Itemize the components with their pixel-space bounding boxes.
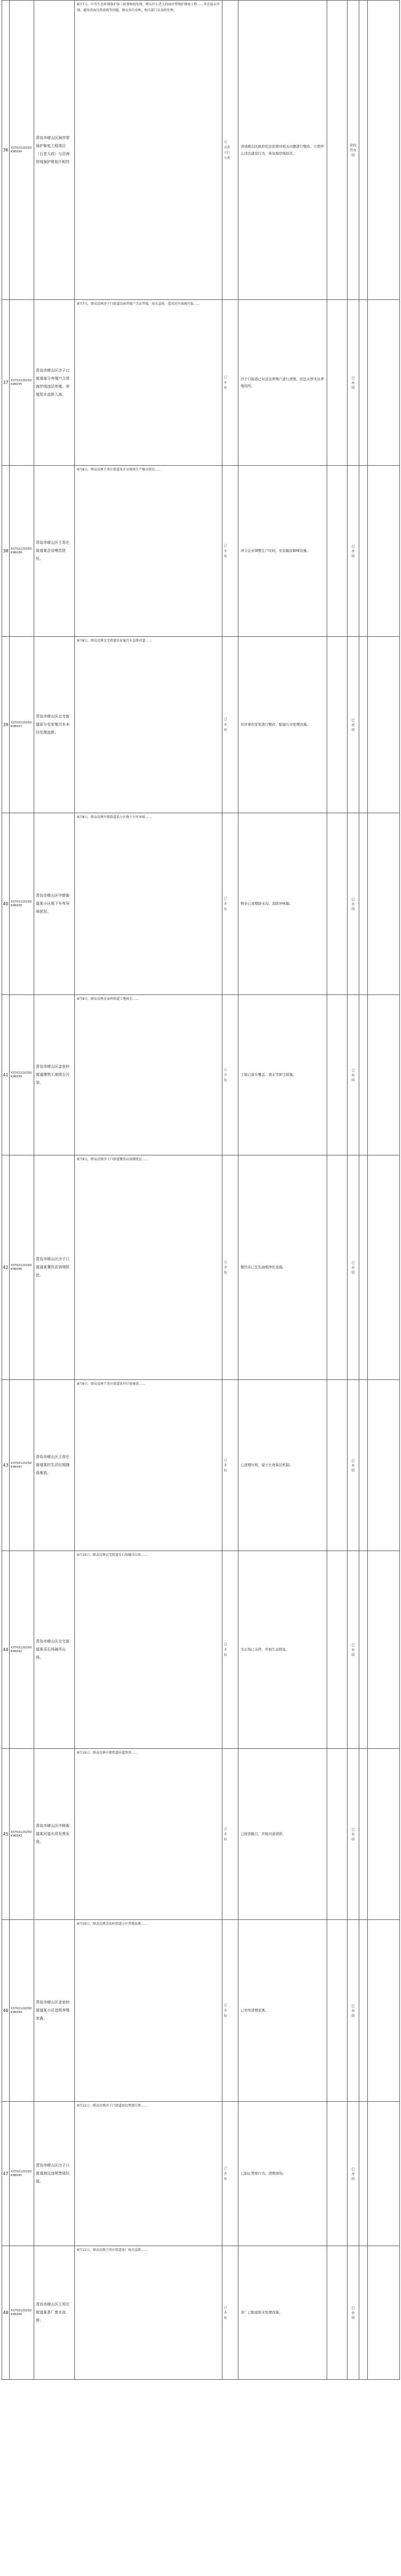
table-row <box>2 1551 400 1749</box>
row-opinion: 已劝导清理家禽。 <box>238 1920 327 2102</box>
table-row <box>2 2102 400 2246</box>
row-seq: 38 <box>2 466 10 637</box>
row-blank <box>368 813 400 995</box>
row-blank <box>368 1 400 300</box>
row-status: 已 办 结 <box>348 813 359 995</box>
row-measures: 已 办 结 <box>222 1155 238 1380</box>
row-name: 青岛市崂山区沙子口街道部分养殖户占用海岸线违法养殖，养殖尾水直排入海。 <box>34 300 75 466</box>
row-dept <box>359 1 368 300</box>
row-seq: 41 <box>2 995 10 1155</box>
row-status: 阶段 性办 结 <box>348 1 359 300</box>
table-row <box>2 1749 400 1920</box>
row-dept <box>359 1380 368 1551</box>
row-situation: 8月9日，群众反映王哥庄街道某村垃圾堆放…… <box>75 1380 222 1551</box>
row-name: 青岛市崂山区王哥庄街道某村生活垃圾随意堆放。 <box>34 1380 75 1551</box>
row-dept <box>359 637 368 813</box>
row-code: X370212025DK96036 <box>10 466 34 637</box>
row-plan <box>327 1155 348 1380</box>
row-measures: 已 办 结 <box>222 1551 238 1749</box>
row-status: 已 办 结 <box>348 1749 359 1920</box>
row-blank <box>368 1551 400 1749</box>
row-code: X370212025DK96042 <box>10 1551 34 1749</box>
row-code: X370212025DK96041 <box>10 1380 34 1551</box>
row-opinion: 沙子口街道已对违法养殖户进行清理，依法关停无证养殖场所。 <box>238 300 327 466</box>
table-row <box>2 995 400 1155</box>
row-name: 青岛市崂山区沙子口街道某餐饮店油烟扰民。 <box>34 1155 75 1380</box>
row-name: 青岛市崂山区金家岭街道建筑工地扬尘污染。 <box>34 995 75 1155</box>
row-blank <box>368 637 400 813</box>
row-name: 青岛市崂山区北宅街道部分农家宴污水未经处理直排。 <box>34 637 75 813</box>
row-seq: 37 <box>2 300 10 466</box>
row-plan <box>327 1551 348 1749</box>
row-blank <box>368 1380 400 1551</box>
row-opinion: 采石场已关停，开展生态修复。 <box>238 1551 327 1749</box>
row-measures: 已 办 结 <box>222 2102 238 2246</box>
row-dept <box>359 2246 368 2380</box>
row-status: 已 办 结 <box>348 2102 359 2246</box>
row-dept <box>359 2102 368 2246</box>
row-plan <box>327 300 348 466</box>
row-situation: 8月9日，群众反映金家岭街道工地扬尘…… <box>75 995 222 1155</box>
row-situation: 8月10日，群众反映金家岭街道小区养殖家禽…… <box>75 1920 222 2102</box>
row-plan <box>327 2246 348 2380</box>
row-seq: 44 <box>2 1551 10 1749</box>
row-opinion: 工地已落实覆盖、洒水等抑尘措施。 <box>238 995 327 1155</box>
row-plan <box>327 1749 348 1920</box>
row-plan <box>327 637 348 813</box>
row-opinion: 已制止焚烧行为，清理现场。 <box>238 2102 327 2246</box>
row-name: 青岛市崂山区王哥庄街道某企业噪音扰民。 <box>34 466 75 637</box>
row-status: 已 办 结 <box>348 637 359 813</box>
row-dept <box>359 1155 368 1380</box>
row-name: 青岛市崂山区王哥庄街道某茶厂废水直排。 <box>34 2246 75 2380</box>
row-name: 青岛市崂山区海岸带保护修复工程项目（石老人段）与沿海岸线保护规划不相符 <box>34 1 75 300</box>
row-plan <box>327 813 348 995</box>
row-opinion: 责令企业调整生产时间，安装隔音降噪设施。 <box>238 466 327 637</box>
row-blank <box>368 1749 400 1920</box>
row-measures: 已 办 结 <box>222 637 238 813</box>
table-row <box>2 1155 400 1380</box>
row-dept <box>359 995 368 1155</box>
row-code: X370212025DK96046 <box>10 2246 34 2380</box>
row-measures: 已 办 结 <box>222 2246 238 2380</box>
row-seq: 39 <box>2 637 10 813</box>
row-name: 青岛市崂山区中韩街道某河道水质发黑发臭。 <box>34 1749 75 1920</box>
row-dept <box>359 1749 368 1920</box>
row-name: 青岛市崂山区金家岭街道某小区违规养殖家禽。 <box>34 1920 75 2102</box>
petition-table <box>2 0 400 2380</box>
row-opinion: 餐饮店已安装油烟净化设施。 <box>238 1155 327 1380</box>
row-measures: 已 完成 立行 立改 <box>222 1 238 300</box>
row-blank <box>368 1920 400 2102</box>
row-status: 已 办 结 <box>348 1551 359 1749</box>
row-plan <box>327 1 348 300</box>
row-dept <box>359 300 368 466</box>
row-situation: 8月10日，群众反映中韩街道河道黑臭…… <box>75 1749 222 1920</box>
row-dept <box>359 813 368 995</box>
row-code: X370212025DK96039 <box>10 995 34 1155</box>
row-plan <box>327 995 348 1155</box>
row-name: 青岛市崂山区沙子口街道海边违规焚烧垃圾。 <box>34 2102 75 2246</box>
row-name: 青岛市崂山区北宅街道某采石场破坏山体。 <box>34 1551 75 1749</box>
row-opinion: 茶厂已配建废水处理设施。 <box>238 2246 327 2380</box>
row-code: X370212025DK96044 <box>10 1920 34 2102</box>
row-code: X370212025DK96040 <box>10 1155 34 1380</box>
row-status: 已 办 结 <box>348 300 359 466</box>
row-status: 已 办 结 <box>348 1920 359 2102</box>
row-blank <box>368 2246 400 2380</box>
table-row <box>2 300 400 466</box>
row-blank <box>368 466 400 637</box>
row-code: X370212025DK96038 <box>10 813 34 995</box>
row-situation: 8月11日，群众反映沙子口街道海边焚烧垃圾…… <box>75 2102 222 2246</box>
row-measures: 已 办 结 <box>222 995 238 1155</box>
row-plan <box>327 1380 348 1551</box>
row-opinion: 物业已清理排水沟，消除异味源。 <box>238 813 327 995</box>
row-measures: 已 办 结 <box>222 1380 238 1551</box>
table-row <box>2 637 400 813</box>
row-dept <box>359 1920 368 2102</box>
row-measures: 已 办 结 <box>222 466 238 637</box>
table-row <box>2 1920 400 2102</box>
row-dept <box>359 466 368 637</box>
row-plan <box>327 466 348 637</box>
row-seq: 46 <box>2 1920 10 2102</box>
row-seq: 47 <box>2 2102 10 2246</box>
row-measures: 已 办 结 <box>222 1749 238 1920</box>
row-seq: 45 <box>2 1749 10 1920</box>
table-row <box>2 1 400 300</box>
row-seq: 42 <box>2 1155 10 1380</box>
row-seq: 36 <box>2 1 10 300</box>
row-situation: 8月9日，群众反映沙子口街道餐饮店油烟扰民…… <box>75 1155 222 1380</box>
row-measures: 已 办 结 <box>222 813 238 995</box>
table-body <box>2 1 400 2380</box>
row-seq: 43 <box>2 1380 10 1551</box>
row-seq: 40 <box>2 813 10 995</box>
row-code: X370212025DK96045 <box>10 2102 34 2246</box>
row-name: 青岛市崂山区中韩街道某小区地下车库异味扰民。 <box>34 813 75 995</box>
row-code: X370212025DK96035 <box>10 300 34 466</box>
row-opinion: 已清理垃圾，建立长效保洁机制。 <box>238 1380 327 1551</box>
row-dept <box>359 1551 368 1749</box>
row-blank <box>368 995 400 1155</box>
row-opinion: 责成崂山区政府依法依规对相关问题进行整改，立即停止违法建设行为，恢复海岸线原状。 <box>238 1 327 300</box>
table-row <box>2 1380 400 1551</box>
row-status: 已 办 结 <box>348 995 359 1155</box>
row-blank <box>368 1155 400 1380</box>
row-status: 已 办 结 <box>348 1155 359 1380</box>
table-row <box>2 2246 400 2380</box>
row-situation: 8月8日，群众反映王哥庄街道某企业夜间生产噪音扰民…… <box>75 466 222 637</box>
row-situation: 8月7日，群众反映沙子口街道沿海养殖户无证养殖，尾水直排，造成近岸海域污染…… <box>75 300 222 466</box>
row-opinion: 对涉事农家宴进行整改，配建污水处理设施。 <box>238 637 327 813</box>
row-opinion: 已排查截污，开展河道清淤。 <box>238 1749 327 1920</box>
row-code: X370212025DK96043 <box>10 1749 34 1920</box>
table-row <box>2 466 400 637</box>
row-situation: 8月7日，中央生态环境保护第三轮督察组发现，崂山区石老人段海岸带保护修复工程……存在侵占岸线、破坏滨海自然景观等问题。群众多次反映，相关部门未及时处理。 <box>75 1 222 300</box>
row-status: 已 办 结 <box>348 466 359 637</box>
row-measures: 已 办 结 <box>222 300 238 466</box>
row-status: 已 办 结 <box>348 1380 359 1551</box>
row-situation: 8月11日，群众反映王哥庄街道茶厂废水直排…… <box>75 2246 222 2380</box>
row-situation: 8月8日，群众反映北宅街道农家宴污水直排河道…… <box>75 637 222 813</box>
row-code: X370212025DK96037 <box>10 637 34 813</box>
row-seq: 48 <box>2 2246 10 2380</box>
row-situation: 8月8日，群众反映中韩街道某小区地下车库异味…… <box>75 813 222 995</box>
table-row <box>2 813 400 995</box>
row-plan <box>327 1920 348 2102</box>
row-code: X370212025DK96034 <box>10 1 34 300</box>
row-plan <box>327 2102 348 2246</box>
row-status: 已 办 结 <box>348 2246 359 2380</box>
row-blank <box>368 2102 400 2246</box>
row-blank <box>368 300 400 466</box>
row-measures: 已 办 结 <box>222 1920 238 2102</box>
row-situation: 8月10日，群众反映北宅街道采石场破坏山体…… <box>75 1551 222 1749</box>
